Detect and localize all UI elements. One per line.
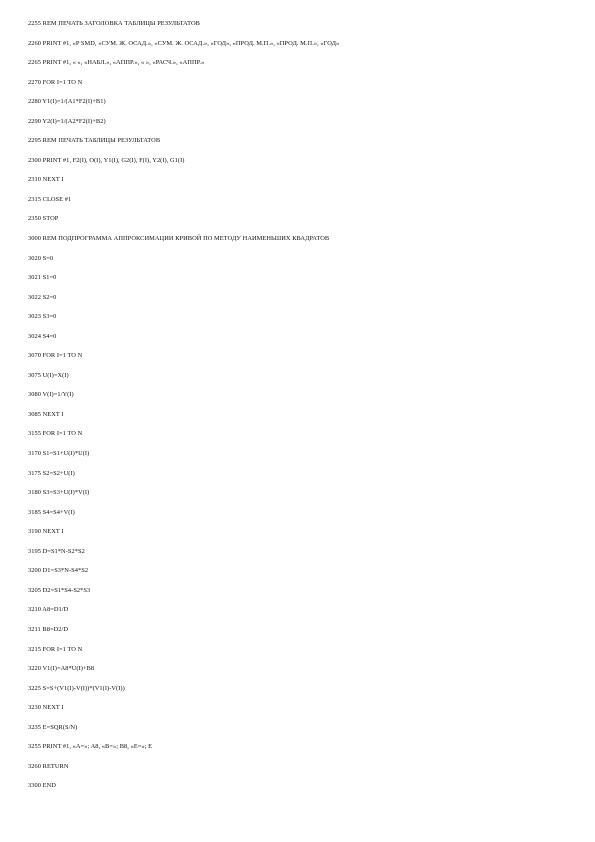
code-line: 3175 S2=S2+U(I)	[28, 469, 75, 477]
code-line: 2295 REM ПЕЧАТЬ ТАБЛИЦЫ РЕЗУЛЬТАТОВ	[28, 137, 161, 145]
code-line: 2315 CLOSE #1	[28, 195, 72, 203]
code-line: 3024 S4=0	[28, 332, 57, 340]
code-line: 3255 PRINT #1, «A=»; A8, «B=»; B8, «E=»; E	[28, 743, 153, 751]
code-line: 3225 S=S+(V1(I)-V(I))*(V1(I)-V(I))	[28, 684, 125, 692]
code-line: 3195 D=S1*N-S2*S2	[28, 547, 85, 555]
code-line: 3230 NEXT I	[28, 704, 64, 712]
code-line: 3000 REM ПОДПРОГРАММА АППРОКСИМАЦИИ КРИВОЙ ПО МЕТОДУ НАИМЕНЬШИХ КВАДРАТОВ	[28, 235, 330, 243]
code-line: 2270 FOR I=1 TO N	[28, 78, 83, 86]
code-line: 2350 STOP	[28, 215, 59, 223]
code-line: 3155 FOR I=1 TO N	[28, 430, 83, 438]
code-line: 3020 S=0	[28, 254, 54, 262]
code-line: 3200 D1=S3*N-S4*S2	[28, 567, 89, 575]
code-line: 2280 Y1(I)=1/(A1*F2(I)+B1)	[28, 98, 106, 106]
code-line: 3185 S4=S4+V(I)	[28, 508, 75, 516]
code-line: 2310 NEXT I	[28, 176, 64, 184]
code-line: 3190 NEXT I	[28, 528, 64, 536]
code-line: 3205 D2=S1*S4-S2*S3	[28, 586, 91, 594]
code-line: 3260 RETURN	[28, 762, 69, 770]
code-line: 3220 V1(I)=A8*U(I)+B8	[28, 665, 95, 673]
code-line: 3075 U(I)=X(I)	[28, 371, 69, 379]
code-line: 3235 E=SQR(S/N)	[28, 723, 78, 731]
code-line: 3180 S3=S3+U(I)*V(I)	[28, 489, 90, 497]
basic-program-listing	[28, 14, 568, 796]
code-line: 2260 PRINT #1, «P SMD, «СУМ. Ж. ОСАД.», «СУМ. Ж. ОСАД.», «ГОД», «ПРОД. М.П.», «ПРОД. М.П.», «ГОД»	[28, 39, 340, 47]
code-line: 3023 S3=0	[28, 313, 57, 321]
code-line: 3210 A8=D1/D	[28, 606, 69, 614]
code-line: 3170 S1=S1+U(I)*U(I)	[28, 450, 90, 458]
code-line: 2265 PRINT #1, « », «НАБЛ.», «АППР.», « », «РАСЧ.», «АППР.»	[28, 59, 205, 67]
code-line: 3070 FOR I=1 TO N	[28, 352, 83, 360]
code-line: 3021 S1=0	[28, 274, 57, 282]
code-line: 2300 PRINT #1, F2(I), O(I), Y1(I), G2(I), F(I), Y2(I), G1(I)	[28, 156, 185, 164]
code-line: 3085 NEXT I	[28, 410, 64, 418]
code-line: 3022 S2=0	[28, 293, 57, 301]
code-line: 2290 Y2(I)=1/(A2*F2(I)+B2)	[28, 117, 106, 125]
code-line: 3211 B8=D2/D	[28, 625, 69, 633]
code-line: 2255 REM ПЕЧАТЬ ЗАГОЛОВКА ТАБЛИЦЫ РЕЗУЛЬТАТОВ	[28, 20, 200, 27]
code-line: 3215 FOR I=1 TO N	[28, 645, 83, 653]
code-line: 3300 END	[28, 782, 56, 790]
code-line: 3080 V(I)=1/Y(I)	[28, 391, 74, 399]
